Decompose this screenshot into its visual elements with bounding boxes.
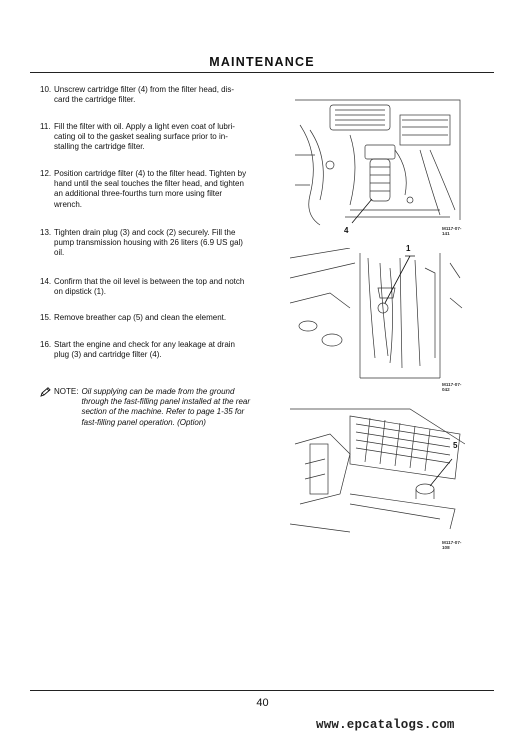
watermark: www.epcatalogs.com (316, 718, 455, 732)
dipstick-illustration (290, 248, 465, 390)
note-label: NOTE: (54, 387, 79, 396)
step-number: 13. (40, 228, 52, 237)
figure-dipstick (290, 244, 465, 392)
step-number: 16. (40, 340, 52, 349)
step-text: Tighten drain plug (3) and cock (2) securely. Fill the pump transmission housing with 26 liters (6.9 US gal) oil. (54, 228, 243, 258)
step-text: Start the engine and check for any leakage at drain plug (3) and cartridge filter (4). (54, 340, 236, 360)
step-14 (40, 277, 282, 297)
step-number: 11. (40, 122, 51, 131)
step-text: Unscrew cartridge filter (4) from the filter head, dis- card the cartridge filter. (54, 85, 235, 105)
figure-caption: M117-07-042 (442, 382, 462, 392)
callout-4: 4 (344, 226, 349, 235)
step-text: Confirm that the oil level is between the top and notch on dipstick (1). (54, 277, 245, 297)
step-text: Remove breather cap (5) and clean the element. (54, 313, 227, 322)
step-number: 12. (40, 169, 52, 178)
figure-filter (290, 95, 465, 235)
step-10 (40, 85, 282, 105)
step-12 (40, 169, 282, 210)
page-header (30, 53, 494, 71)
step-text: Fill the filter with oil. Apply a light even coat of lubri- cating oil to the gasket sealing surface prior to in- stalling the cartridge filter. (54, 122, 235, 152)
filter-illustration (290, 95, 465, 235)
step-number: 15. (40, 313, 52, 322)
pencil-icon (40, 387, 54, 428)
step-text: Position cartridge filter (4) to the filter head. Tighten by hand until the seal touches the filter head, and tighten an additional three-fourths turn more using filter wrench. (54, 169, 247, 209)
step-number: 14. (40, 277, 52, 286)
figure-breather (290, 404, 465, 550)
step-number: 10. (40, 85, 52, 94)
note-text: Oil supplying can be made from the ground through the fast-filling panel installed at the rear section of the machine. Refer to page 1-35 for fast-filling panel operation. (Option) (81, 387, 250, 427)
step-11 (40, 122, 282, 153)
step-13 (40, 228, 282, 259)
footer-rule (30, 690, 494, 691)
note-block (40, 387, 290, 428)
figure-caption: M117-07-141 (442, 226, 462, 236)
page-title: MAINTENANCE (209, 55, 315, 69)
breather-illustration (290, 404, 465, 544)
callout-5: 5 (453, 441, 458, 450)
header-rule (30, 72, 494, 73)
step-15 (40, 313, 282, 323)
callout-1: 1 (406, 244, 411, 253)
step-16 (40, 340, 282, 360)
figure-caption: M117-07-108 (442, 540, 462, 550)
page-number: 40 (256, 697, 269, 709)
